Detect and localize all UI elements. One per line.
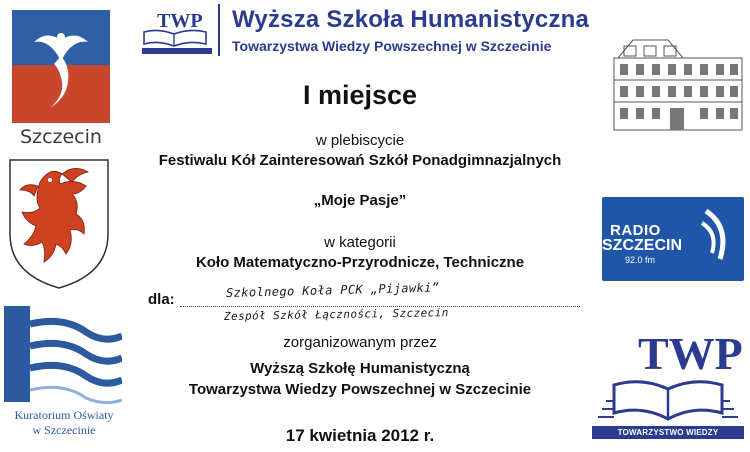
twp-big-mark: TWP: [638, 328, 743, 379]
festival-name: Festiwalu Kół Zainteresowań Szkół Ponadgimnazjalnych: [158, 152, 562, 169]
recipient-label: dla:: [148, 291, 175, 308]
award-place-title: I miejsce: [302, 80, 418, 110]
radio-frequency: 92.0 fm: [625, 255, 656, 265]
kuratorium-city: w Szczecinie: [32, 423, 96, 437]
organizer-name: Wyższą Szkołę Humanistyczną: [250, 360, 470, 377]
header-divider: [218, 4, 220, 56]
twp-small-mark: TWP: [157, 10, 203, 32]
twp-big-band-text: TOWARZYSTWO WIEDZY POWSZECHNEJ: [592, 426, 744, 439]
open-book-icon: [136, 6, 216, 54]
recipient-handwriting-line1: Szkolnego Koła PCK „Pijawki”: [225, 280, 440, 300]
university-subtitle: Towarzystwa Wiedzy Powszechnej w Szczecinie: [232, 38, 552, 54]
organized-by-label: zorganizowanym przez: [283, 334, 437, 351]
category-name: Koło Matematyczno-Przyrodnicze, Techniczne: [195, 254, 525, 271]
szczecin-city-logo: [12, 10, 110, 148]
city-name: Szczecin: [20, 126, 102, 148]
griffin-coat-of-arms-icon: [4, 156, 114, 291]
university-title: Wyższa Szkoła Humanistyczna: [232, 6, 590, 33]
kuratorium-name: Kuratorium Oświaty: [14, 408, 114, 422]
building-sketch-image: [608, 28, 746, 132]
award-date: 17 kwietnia 2012 r.: [285, 426, 435, 445]
festival-motto: „Moje Pasje”: [313, 192, 407, 209]
poll-intro: w plebiscycie: [315, 132, 405, 149]
twp-big-logo: [592, 325, 744, 437]
twp-small-logo: [136, 6, 216, 54]
recipient-handwriting-line2: Zespół Szkół Łączności, Szczecin: [223, 306, 449, 323]
organizer-affiliation: Towarzystwa Wiedzy Powszechnej w Szczecinie: [188, 381, 532, 398]
category-intro: w kategorii: [324, 234, 396, 251]
twp-small-band: [142, 48, 212, 54]
radio-name-line1: RADIO: [610, 222, 661, 239]
radio-name-line2: SZCZECIN: [602, 237, 682, 254]
crown-fish-icon: [12, 10, 110, 123]
